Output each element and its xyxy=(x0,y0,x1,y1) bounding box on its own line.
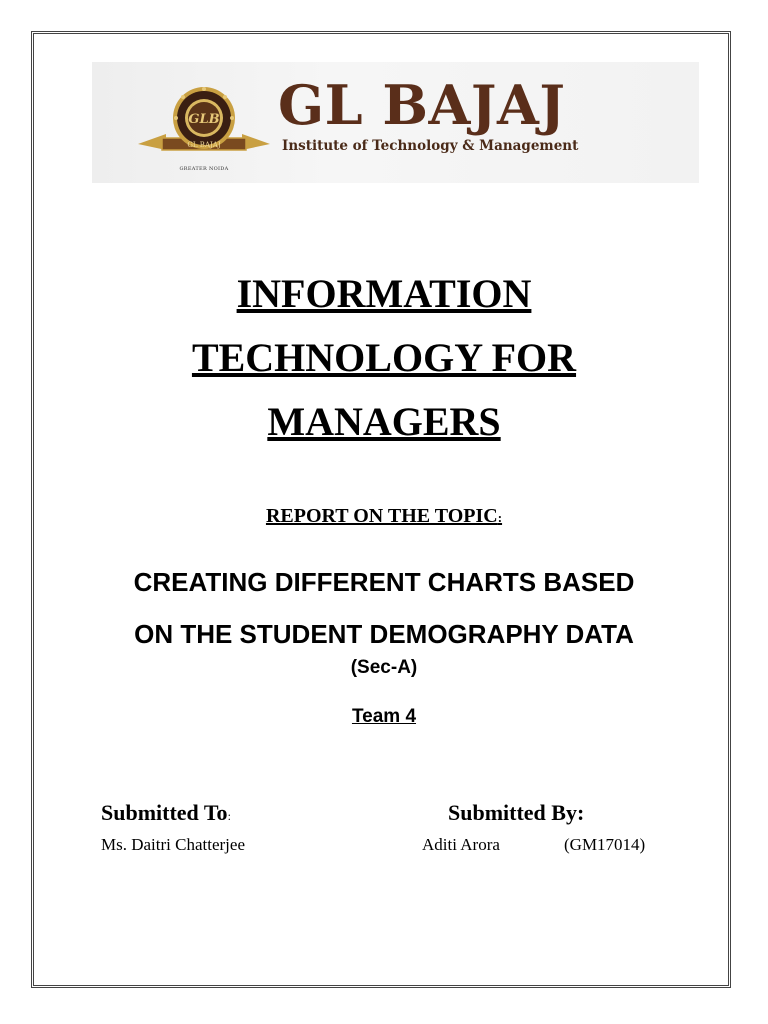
document-title xyxy=(0,262,768,454)
report-label-colon: : xyxy=(497,510,503,525)
title-line-2: TECHNOLOGY FOR xyxy=(191,335,577,380)
submitted-to-name: Ms. Daitri Chatterjee xyxy=(101,835,245,854)
title-line-3: MANAGERS xyxy=(267,399,501,444)
institute-name: GL BAJAJ xyxy=(278,73,566,137)
institute-subtitle: Institute of Technology & Management xyxy=(282,138,579,154)
submitted-by-id: (GM17014) xyxy=(564,835,646,854)
team-label: Team 4 xyxy=(351,706,417,727)
submitted-to-label: Submitted To xyxy=(101,800,228,825)
emblem-caption: GREATER NOIDA xyxy=(179,166,229,172)
emblem-text: GL BAJAJ xyxy=(187,141,221,149)
submitted-to-heading xyxy=(101,800,231,826)
title-line-1: INFORMATION xyxy=(236,271,532,316)
report-topic xyxy=(0,556,768,660)
college-emblem xyxy=(136,84,272,170)
topic-line-1: CREATING DIFFERENT CHARTS BASED xyxy=(133,567,635,597)
submitted-by-heading: Submitted By: xyxy=(448,800,585,825)
section-label: (Sec-A) xyxy=(350,657,418,678)
topic-line-2: ON THE STUDENT DEMOGRAPHY DATA xyxy=(134,619,634,649)
emblem-monogram: GLB xyxy=(188,112,220,127)
report-label-text: REPORT ON THE TOPIC xyxy=(265,505,498,527)
submitted-by-name: Aditi Arora xyxy=(422,835,500,854)
submitted-to-colon: : xyxy=(227,809,231,823)
report-label xyxy=(0,505,768,528)
